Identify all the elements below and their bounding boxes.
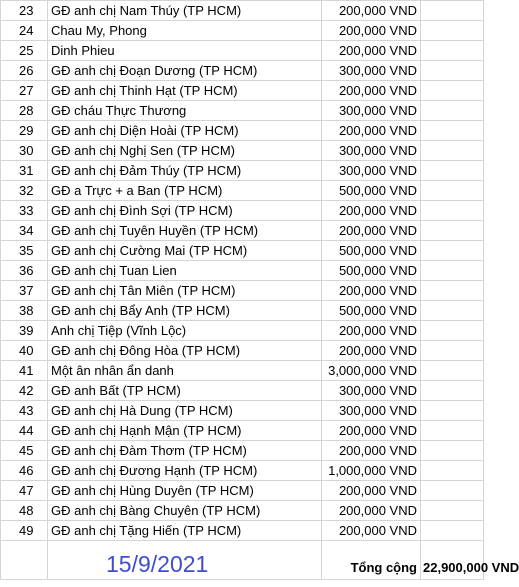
row-number-cell[interactable]: 41	[1, 361, 48, 381]
table-row	[1, 61, 484, 81]
empty-cell[interactable]	[421, 321, 484, 341]
row-number-cell[interactable]: 45	[1, 441, 48, 461]
row-number-cell[interactable]: 28	[1, 101, 48, 121]
table-row	[1, 381, 484, 401]
donor-name-cell[interactable]: GĐ anh chị Hùng Duyên (TP HCM)	[48, 481, 322, 501]
empty-cell[interactable]	[421, 201, 484, 221]
empty-cell[interactable]	[421, 61, 484, 81]
table-row	[1, 361, 484, 381]
empty-cell[interactable]	[421, 21, 484, 41]
row-number-cell[interactable]: 34	[1, 221, 48, 241]
table-row	[1, 341, 484, 361]
empty-cell[interactable]	[1, 541, 48, 580]
empty-cell[interactable]	[421, 1, 484, 21]
table-row	[1, 481, 484, 501]
amount-cell[interactable]: 300,000 VND	[322, 161, 421, 181]
table-row	[1, 201, 484, 221]
donor-name-cell[interactable]: GĐ anh chị Đương Hạnh (TP HCM)	[48, 461, 322, 481]
table-row	[1, 1, 484, 21]
row-number-cell[interactable]: 40	[1, 341, 48, 361]
row-number-cell[interactable]: 47	[1, 481, 48, 501]
total-row	[1, 541, 484, 580]
row-number-cell[interactable]: 42	[1, 381, 48, 401]
row-number-cell[interactable]: 26	[1, 61, 48, 81]
donor-name-cell[interactable]: GĐ anh chị Đông Hòa (TP HCM)	[48, 341, 322, 361]
empty-cell[interactable]	[421, 521, 484, 541]
row-number-cell[interactable]: 27	[1, 81, 48, 101]
donor-name-cell[interactable]: Dinh Phieu	[48, 41, 322, 61]
row-number-cell[interactable]: 43	[1, 401, 48, 421]
table-row	[1, 421, 484, 441]
empty-cell[interactable]	[421, 441, 484, 461]
empty-cell[interactable]	[421, 301, 484, 321]
table-row	[1, 461, 484, 481]
row-number-cell[interactable]: 36	[1, 261, 48, 281]
row-number-cell[interactable]: 29	[1, 121, 48, 141]
table-row	[1, 161, 484, 181]
amount-cell[interactable]: 300,000 VND	[322, 141, 421, 161]
row-number-cell[interactable]: 46	[1, 461, 48, 481]
donor-name-cell[interactable]: GĐ anh chị Nghị Sen (TP HCM)	[48, 141, 322, 161]
donor-name-cell[interactable]: GĐ anh chị Thinh Hạt (TP HCM)	[48, 81, 322, 101]
table-row	[1, 321, 484, 341]
amount-cell[interactable]: 500,000 VND	[322, 301, 421, 321]
empty-cell[interactable]	[421, 381, 484, 401]
donor-name-cell[interactable]: GĐ anh chị Hà Dung (TP HCM)	[48, 401, 322, 421]
amount-cell[interactable]: 200,000 VND	[322, 121, 421, 141]
amount-cell[interactable]: 300,000 VND	[322, 61, 421, 81]
amount-cell[interactable]: 200,000 VND	[322, 201, 421, 221]
table-row	[1, 261, 484, 281]
donor-name-cell[interactable]: Anh chị Tiệp (Vĩnh Lộc)	[48, 321, 322, 341]
donor-name-cell[interactable]: GĐ anh chị Bẩy Anh (TP HCM)	[48, 301, 322, 321]
donor-name-cell[interactable]: GĐ anh chị Đàm Thơm (TP HCM)	[48, 441, 322, 461]
empty-cell[interactable]	[421, 141, 484, 161]
amount-cell[interactable]: 200,000 VND	[322, 501, 421, 521]
amount-cell[interactable]: 200,000 VND	[322, 421, 421, 441]
row-number-cell[interactable]: 49	[1, 521, 48, 541]
row-number-cell[interactable]: 39	[1, 321, 48, 341]
row-number-cell[interactable]: 33	[1, 201, 48, 221]
empty-cell[interactable]	[421, 501, 484, 521]
donor-name-cell[interactable]: GĐ anh Bất (TP HCM)	[48, 381, 322, 401]
amount-cell[interactable]: 500,000 VND	[322, 261, 421, 281]
table-row	[1, 81, 484, 101]
empty-cell[interactable]	[421, 81, 484, 101]
empty-cell[interactable]	[421, 421, 484, 441]
empty-cell[interactable]	[421, 161, 484, 181]
row-number-cell[interactable]: 48	[1, 501, 48, 521]
row-number-cell[interactable]: 38	[1, 301, 48, 321]
table-row	[1, 301, 484, 321]
amount-cell[interactable]: 1,000,000 VND	[322, 461, 421, 481]
row-number-cell[interactable]: 32	[1, 181, 48, 201]
donor-name-cell[interactable]: Chau My, Phong	[48, 21, 322, 41]
empty-cell[interactable]	[421, 121, 484, 141]
donor-name-cell[interactable]: GĐ anh chị Hạnh Mận (TP HCM)	[48, 421, 322, 441]
empty-cell[interactable]	[421, 41, 484, 61]
donor-name-cell[interactable]: GĐ cháu Thực Thương	[48, 101, 322, 121]
donor-name-cell[interactable]: GĐ anh chị Tuyên Huyền (TP HCM)	[48, 221, 322, 241]
row-number-cell[interactable]: 31	[1, 161, 48, 181]
empty-cell[interactable]	[421, 241, 484, 261]
amount-cell[interactable]: 500,000 VND	[322, 181, 421, 201]
amount-cell[interactable]: 200,000 VND	[322, 21, 421, 41]
date-label: 15/9/2021	[106, 551, 209, 577]
table-row	[1, 241, 484, 261]
empty-cell[interactable]	[421, 281, 484, 301]
amount-cell[interactable]: 200,000 VND	[322, 221, 421, 241]
table-row	[1, 101, 484, 121]
row-number-cell[interactable]: 30	[1, 141, 48, 161]
table-row	[1, 181, 484, 201]
amount-cell[interactable]: 200,000 VND	[322, 81, 421, 101]
table-row	[1, 401, 484, 421]
table-row	[1, 21, 484, 41]
amount-cell[interactable]: 300,000 VND	[322, 101, 421, 121]
empty-cell[interactable]	[421, 181, 484, 201]
empty-cell[interactable]	[421, 341, 484, 361]
amount-cell[interactable]: 200,000 VND	[322, 321, 421, 341]
empty-cell[interactable]	[421, 401, 484, 421]
donor-name-cell[interactable]: GĐ anh chị Bàng Chuyên (TP HCM)	[48, 501, 322, 521]
amount-cell[interactable]: 200,000 VND	[322, 341, 421, 361]
empty-cell[interactable]	[421, 481, 484, 501]
amount-cell[interactable]: 300,000 VND	[322, 401, 421, 421]
date-cell[interactable]	[48, 541, 322, 580]
donor-name-cell[interactable]: GĐ anh chị Tuan Lien	[48, 261, 322, 281]
table-row	[1, 441, 484, 461]
amount-cell[interactable]: 500,000 VND	[322, 241, 421, 261]
table-row	[1, 41, 484, 61]
total-label: Tổng cộng	[350, 560, 417, 575]
amount-cell[interactable]: 200,000 VND	[322, 281, 421, 301]
empty-cell[interactable]	[421, 221, 484, 241]
row-number-cell[interactable]: 35	[1, 241, 48, 261]
donor-name-cell[interactable]: GĐ anh chị Đoạn Dương (TP HCM)	[48, 61, 322, 81]
table-row	[1, 501, 484, 521]
empty-cell[interactable]	[421, 261, 484, 281]
total-amount: 22,900,000 VND	[423, 560, 519, 575]
amount-cell[interactable]: 200,000 VND	[322, 41, 421, 61]
table-row	[1, 521, 484, 541]
amount-cell[interactable]: 200,000 VND	[322, 521, 421, 541]
donor-name-cell[interactable]: GĐ anh chị Nam Thúy (TP HCM)	[48, 1, 322, 21]
total-label-cell[interactable]	[322, 541, 421, 580]
table-row	[1, 121, 484, 141]
donor-name-cell[interactable]: GĐ anh chị Cường Mai (TP HCM)	[48, 241, 322, 261]
table-row	[1, 141, 484, 161]
donor-name-cell[interactable]: GĐ anh chị Đảm Thúy (TP HCM)	[48, 161, 322, 181]
amount-cell[interactable]: 3,000,000 VND	[322, 361, 421, 381]
donor-name-cell[interactable]: GĐ a Trực + a Ban (TP HCM)	[48, 181, 322, 201]
table-row	[1, 281, 484, 301]
table-row	[1, 221, 484, 241]
donor-name-cell[interactable]: GĐ anh chị Đình Sợi (TP HCM)	[48, 201, 322, 221]
row-number-cell[interactable]: 23	[1, 1, 48, 21]
donor-name-cell[interactable]: GĐ anh chị Tân Miên (TP HCM)	[48, 281, 322, 301]
empty-cell[interactable]	[421, 101, 484, 121]
row-number-cell[interactable]: 37	[1, 281, 48, 301]
amount-cell[interactable]: 300,000 VND	[322, 381, 421, 401]
donation-rows	[1, 1, 484, 541]
amount-cell[interactable]: 200,000 VND	[322, 1, 421, 21]
donor-name-cell[interactable]: Một ân nhân ẩn danh	[48, 361, 322, 381]
donor-name-cell[interactable]: GĐ anh chị Diện Hoài (TP HCM)	[48, 121, 322, 141]
empty-cell[interactable]	[421, 361, 484, 381]
row-number-cell[interactable]: 44	[1, 421, 48, 441]
amount-cell[interactable]: 200,000 VND	[322, 441, 421, 461]
total-amount-cell[interactable]	[421, 541, 519, 580]
row-number-cell[interactable]: 24	[1, 21, 48, 41]
amount-cell[interactable]: 200,000 VND	[322, 481, 421, 501]
row-number-cell[interactable]: 25	[1, 41, 48, 61]
empty-cell[interactable]	[421, 461, 484, 481]
donor-name-cell[interactable]: GĐ anh chị Tặng Hiến (TP HCM)	[48, 521, 322, 541]
